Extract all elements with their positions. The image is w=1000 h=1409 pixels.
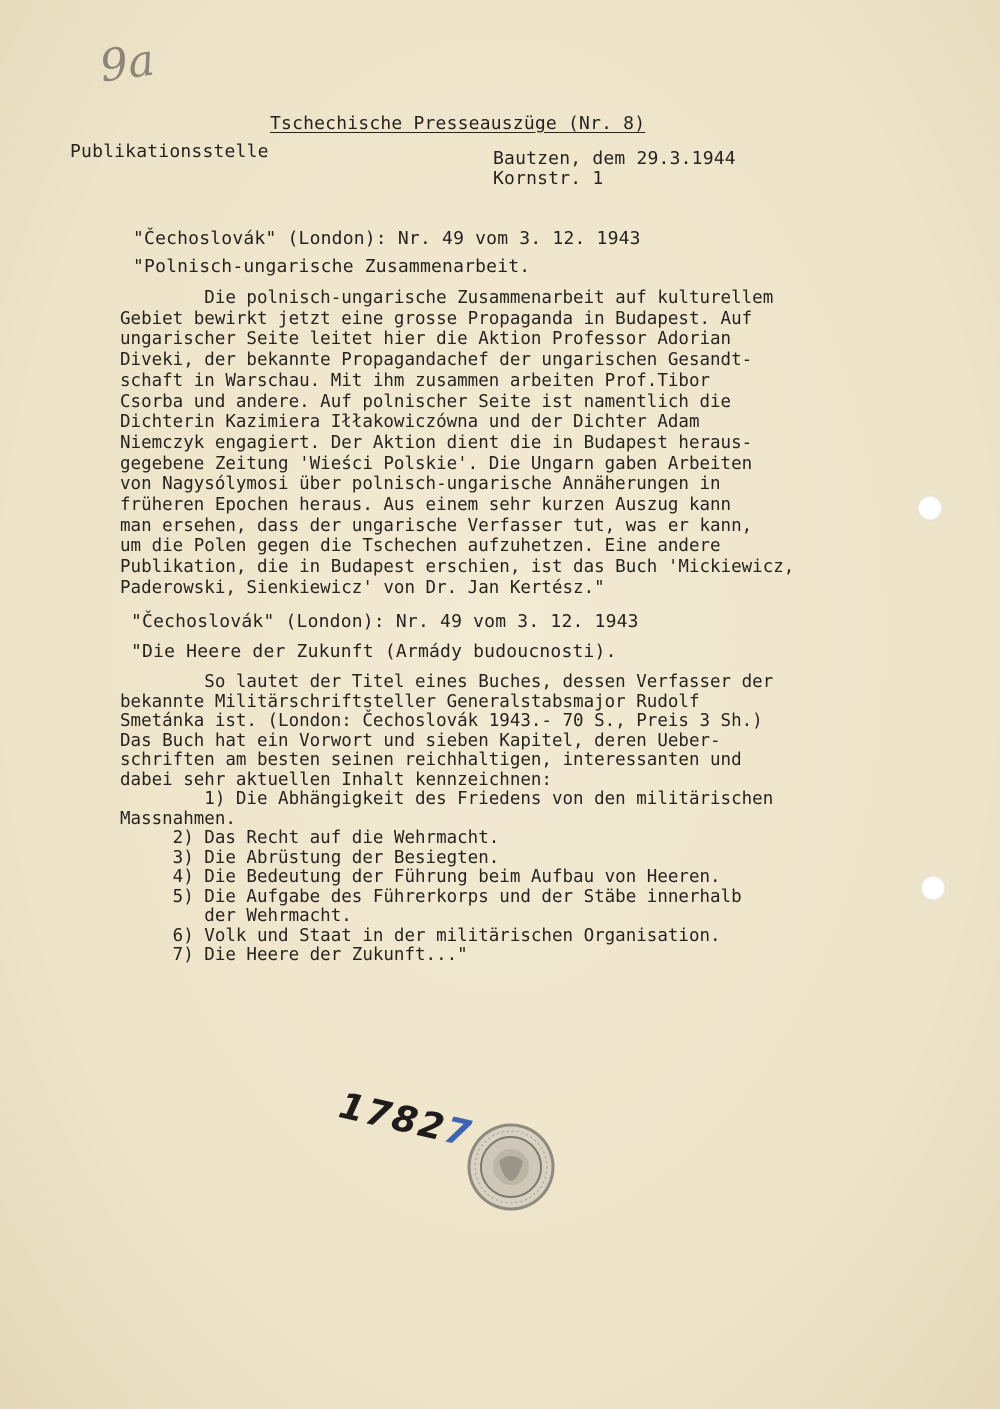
- archive-number-black: 1782: [335, 1085, 450, 1150]
- punch-hole-lower: [920, 875, 946, 901]
- article2-line: 5) Die Aufgabe des Führerkorps und der Stäbe innerhalb: [120, 886, 742, 907]
- article1-headline: "Polnisch-ungarische Zusammenarbeit.: [133, 256, 531, 277]
- article1-line: Paderowski, Sienkiewicz' von Dr. Jan Kertész.": [120, 577, 605, 598]
- article2-line: 7) Die Heere der Zukunft...": [120, 945, 468, 965]
- date-line: Bautzen, dem 29.3.1944: [493, 148, 736, 169]
- article2-source: "Čechoslovák" (London): Nr. 49 vom 3. 12. 1943: [131, 611, 639, 632]
- archive-number-blue: 7: [440, 1109, 477, 1156]
- article1-line: Csorba und andere. Auf polnischer Seite ist namentlich die: [120, 391, 732, 412]
- article1-line: gegebene Zeitung 'Wieści Polskie'. Die Ungarn gaben Arbeiten: [120, 453, 753, 474]
- address-line: Kornstr. 1: [493, 168, 604, 189]
- sender-office: Publikationsstelle: [70, 141, 269, 162]
- article1-line: schaft in Warschau. Mit ihm zusammen arbeiten Prof.Tibor: [120, 370, 711, 391]
- article2-line: 3) Die Abrüstung der Besiegten.: [120, 847, 500, 868]
- article1-line: um die Polen gegen die Tschechen aufzuhetzen. Eine andere: [120, 536, 721, 557]
- document-title: Tschechische Presseauszüge (Nr. 8): [270, 113, 646, 134]
- article1-line: ungarischer Seite leitet hier die Aktion Professor Adorian: [120, 329, 732, 350]
- article2-line: schriften am besten seinen reichhaltigen, interessanten und: [120, 750, 742, 770]
- article2-line: 1) Die Abhängigkeit des Friedens von den militärischen: [120, 789, 774, 809]
- article2-line: 6) Volk und Staat in der militärischen Organisation.: [120, 925, 721, 946]
- archive-seal-stamp: [463, 1121, 559, 1213]
- article1-line: Publikation, die in Budapest erschien, ist das Buch 'Mickiewicz,: [120, 557, 795, 578]
- article1-line: Niemczyk engagiert. Der Aktion dient die in Budapest heraus-: [120, 432, 753, 453]
- article2-line: der Wehrmacht.: [120, 906, 352, 926]
- article2-line: Smetánka ist. (London: Čechoslovák 1943.- 70 S., Preis 3 Sh.): [120, 711, 763, 731]
- article2-line: Massnahmen.: [120, 808, 236, 829]
- article1-line: Diveki, der bekannte Propagandachef der ungarischen Gesandt-: [120, 350, 753, 371]
- article1-source: "Čechoslovák" (London): Nr. 49 vom 3. 12. 1943: [133, 228, 641, 249]
- article1-line: Dichterin Kazimiera Iłłakowiczówna und der Dichter Adam: [120, 412, 700, 433]
- article1-line: man ersehen, dass der ungarische Verfasser tut, was er kann,: [120, 515, 753, 536]
- article2-line: 4) Die Bedeutung der Führung beim Aufbau von Heeren.: [120, 867, 721, 887]
- article2-headline: "Die Heere der Zukunft (Armády budoucnosti).: [131, 641, 617, 662]
- article2-line: So lautet der Titel eines Buches, dessen Verfasser der: [120, 672, 774, 692]
- archive-number: [335, 1085, 476, 1155]
- article1-line: früheren Epochen heraus. Aus einem sehr kurzen Auszug kann: [120, 495, 732, 515]
- article2-line: Das Buch hat ein Vorwort und sieben Kapitel, deren Ueber-: [120, 730, 721, 751]
- punch-hole-upper: [917, 495, 943, 521]
- article1-line: Die polnisch-ungarische Zusammenarbeit auf kulturellem: [120, 288, 774, 308]
- article1-line: von Nagysólymosi über polnisch-ungarische Annäherungen in: [120, 474, 721, 495]
- article2-line: bekannte Militärschriftsteller Generalstabsmajor Rudolf: [120, 691, 700, 712]
- article2-line: 2) Das Recht auf die Wehrmacht.: [120, 828, 500, 848]
- article1-line: Gebiet bewirkt jetzt eine grosse Propaganda in Budapest. Auf: [120, 308, 753, 329]
- article2-line: dabei sehr aktuellen Inhalt kennzeichnen:: [120, 769, 552, 790]
- pencil-page-mark: 9a: [96, 34, 158, 93]
